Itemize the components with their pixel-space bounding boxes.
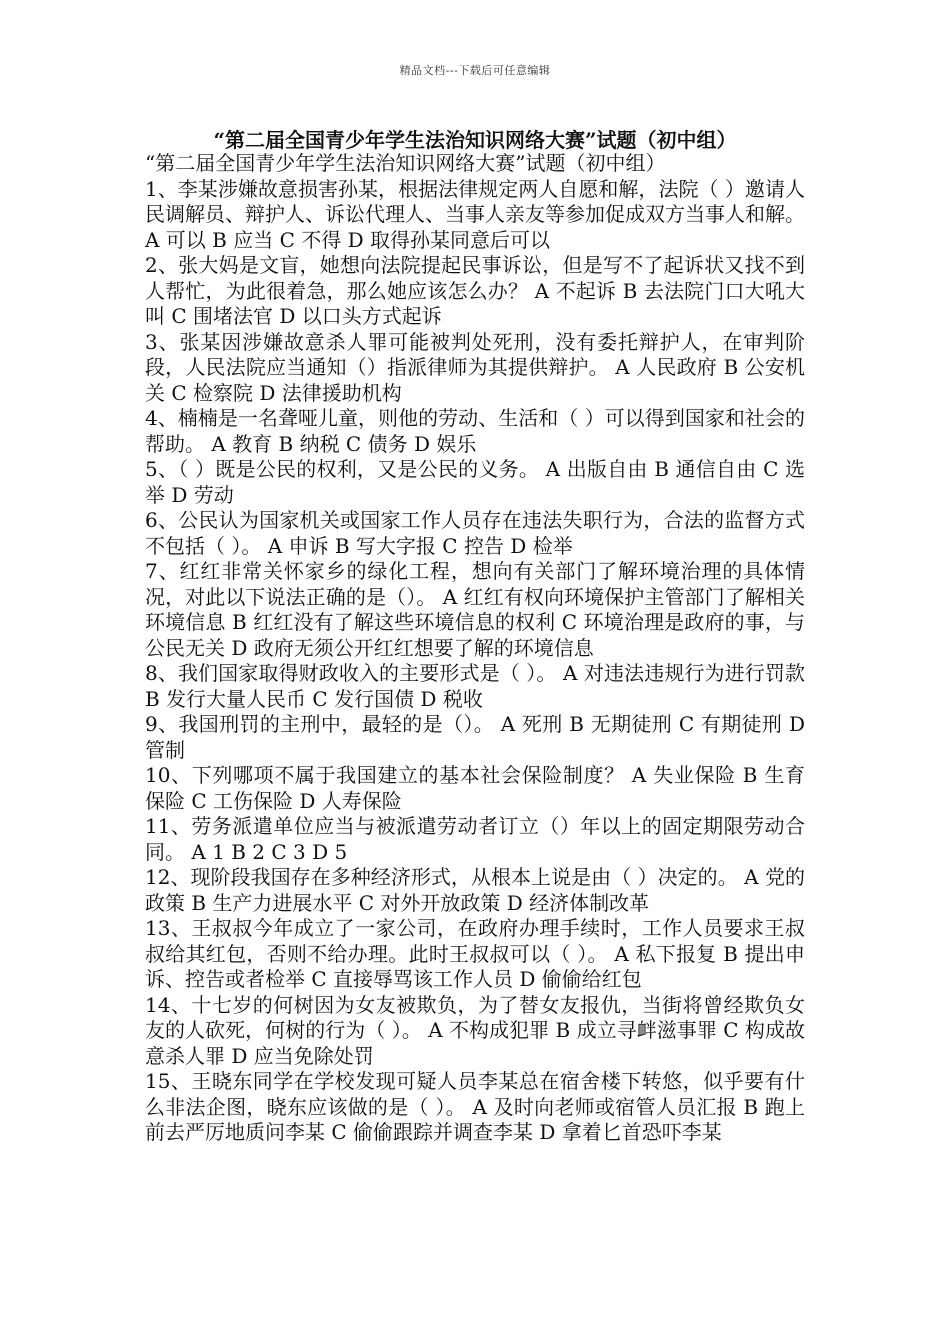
header-note: 精品文档---下载后可任意编辑 [399, 64, 551, 77]
question-10: 10、下列哪项不属于我国建立的基本社会保险制度？ A 失业保险 B 生育保险 C 工伤保险 D 人寿保险 [145, 763, 805, 813]
question-4: 4、楠楠是一名聋哑儿童，则他的劳动、生活和（ ）可以得到国家和社会的帮助。 A 教育 B 纳税 C 债务 D 娱乐 [145, 406, 805, 456]
document-body [145, 151, 805, 1146]
question-13: 13、王叔叔今年成立了一家公司，在政府办理手续时，工作人员要求王叔叔给其红包，否则不给办理。此时王叔叔可以（ ）。 A 私下报复 B 提出申诉、控告或者检举 C 直接辱骂该工作人员 D 偷偷给红包 [145, 916, 805, 991]
question-5: 5、（ ）既是公民的权利，又是公民的义务。 A 出版自由 B 通信自由 C 选举 D 劳动 [145, 457, 805, 507]
question-11: 11、劳务派遣单位应当与被派遣劳动者订立（）年以上的固定期限劳动合同。 A 1 B 2 C 3 D 5 [145, 814, 805, 864]
question-1: 1、李某涉嫌故意损害孙某，根据法律规定两人自愿和解，法院（ ）邀请人民调解员、辩护人、诉讼代理人、当事人亲友等参加促成双方当事人和解。 A 可以 B 应当 C 不得 D 取得孙某同意后可以 [145, 176, 805, 252]
document-title: “第二届全国青少年学生法治知识网络大赛”试题（初中组） [213, 128, 737, 152]
question-3: 3、张某因涉嫌故意杀人罪可能被判处死刑，没有委托辩护人，在审判阶段，人民法院应当通知（）指派律师为其提供辩护。 A 人民政府 B 公安机关 C 检察院 D 法律援助机构 [145, 329, 805, 405]
question-6: 6、公民认为国家机关或国家工作人员存在违法失职行为，合法的监督方式不包括（ ）。 A 申诉 B 写大字报 C 控告 D 检举 [145, 508, 805, 558]
question-2: 2、张大妈是文盲，她想向法院提起民事诉讼，但是写不了起诉状又找不到人帮忙，为此很着急，那么她应该怎么办？ A 不起诉 B 去法院门口大吼大叫 C 围堵法官 D 以口头方式起诉 [145, 253, 805, 328]
document-subtitle: “第二届全国青少年学生法治知识网络大赛”试题（初中组） [145, 151, 666, 175]
question-7: 7、红红非常关怀家乡的绿化工程，想向有关部门了解环境治理的具体情况，对此以下说法正确的是（）。 A 红红有权向环境保护主管部门了解相关环境信息 B 红红没有了解这些环境信息的权利 C 环境治理是政府的事，与公民无关 D 政府无须公开红红想要了解的环境信息 [145, 559, 805, 660]
question-8: 8、我们国家取得财政收入的主要形式是（ ）。 A 对违法违规行为进行罚款 B 发行大量人民币 C 发行国债 D 税收 [145, 661, 805, 711]
question-12: 12、现阶段我国存在多种经济形式，从根本上说是由（ ）决定的。 A 党的政策 B 生产力进展水平 C 对外开放政策 D 经济体制改革 [145, 865, 805, 915]
question-15: 15、王晓东同学在学校发现可疑人员李某总在宿舍楼下转悠，似乎要有什么非法企图，晓东应该做的是（ ）。 A 及时向老师或宿管人员汇报 B 跑上前去严厉地质问李某 C 偷偷跟踪并调查李某 D 拿着匕首恐吓李某 [145, 1069, 805, 1144]
question-14: 14、十七岁的何树因为女友被欺负，为了替女友报仇，当街将曾经欺负女友的人砍死，何树的行为（ ）。 A 不构成犯罪 B 成立寻衅滋事罪 C 构成故意杀人罪 D 应当免除处罚 [145, 992, 805, 1068]
question-9: 9、我国刑罚的主刑中，最轻的是（）。 A 死刑 B 无期徒刑 C 有期徒刑 D 管制 [145, 712, 805, 762]
